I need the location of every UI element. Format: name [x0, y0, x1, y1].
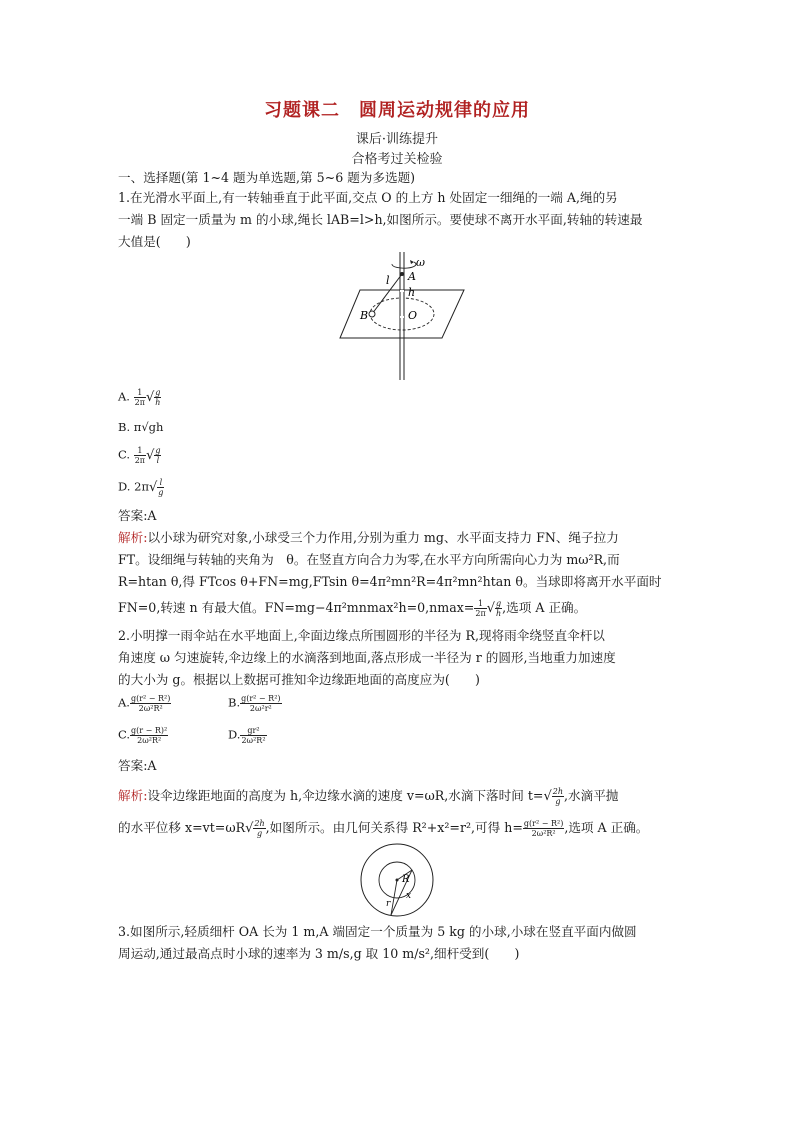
frac-den: 2ω²R²: [241, 736, 266, 745]
q2-option-b-fraction: [240, 694, 281, 713]
q2-analysis-text2b: ,如图所示。由几何关系得 R²+x²=r²,可得 h=: [265, 820, 523, 835]
q1-analysis-line2: FT。设细绳与转轴的夹角为 θ。在竖直方向合力为零,在水平方向所需向心力为 mω²R,而: [118, 552, 620, 567]
q1-analysis-line1: [118, 528, 678, 548]
q1-option-a-root: [154, 388, 161, 407]
q2-stem-line3: 的大小为 g。根据以上数据可推知伞边缘距地面的高度应为( ): [118, 672, 480, 687]
q1-stem-line3: 大值是( ): [118, 234, 191, 249]
subtitle-after-class: 课后·训练提升: [355, 132, 439, 147]
q2-stem-line1: 2.小明撑一雨伞站在水平地面上,伞面边缘点所围圆形的半径为 R,现将雨伞绕竖直伞杆以: [118, 628, 605, 643]
q1-option-a-label: A.: [118, 389, 130, 404]
q2-analysis-text1b: ,水滴平抛: [564, 788, 619, 803]
frac-num: g(r² − R²): [241, 694, 281, 703]
q1-analysis-text1: 以小球为研究对象,小球受三个力作用,分别为重力 mg、水平面支持力 FN、绳子拉力: [147, 530, 619, 545]
q2-stem-line2: 角速度 ω 匀速旋转,伞边缘上的水滴落到地面,落点形成一半径为 r 的圆形,当地重力加速度: [118, 650, 616, 665]
q1-analysis-fraction: [474, 599, 486, 618]
q2-analysis-text1a: 设伞边缘距地面的高度为 h,伞边缘水滴的速度 v=ωR,水滴下落时间 t=: [147, 788, 544, 803]
radical-icon: √: [149, 480, 158, 495]
q2-option-c-label: C.: [118, 727, 131, 742]
frac-num: g(r² − R²): [130, 694, 171, 703]
q1-answer: 答案:A: [118, 508, 157, 523]
q2-option-a: [118, 694, 171, 713]
q1-option-c-fraction: [134, 446, 146, 465]
frac-num: 1: [134, 446, 146, 456]
radical-icon: √: [245, 820, 254, 836]
q1-stem-text: 1.在光滑水平面上,有一转轴垂直于此平面,交点 O 的上方 h 处固定一细绳的一端 A,绳的另: [118, 190, 618, 205]
q2-option-c: [118, 726, 168, 745]
subtitle-qualification: 合格考过关检验: [351, 152, 443, 167]
q2-option-c-fraction: [130, 726, 168, 745]
q1-option-b: B. π√gh: [118, 420, 164, 434]
q1-stem-line1: [118, 188, 678, 208]
section-heading: 一、选择题(第 1~4 题为单选题,第 5~6 题为多选题): [118, 170, 416, 185]
fig2-x-label: x: [406, 891, 412, 901]
frac-den: 2π: [475, 609, 486, 618]
fig1-h-label: h: [408, 286, 416, 299]
q3-stem-line1: 3.如图所示,轻质细杆 OA 长为 1 m,A 端固定一个质量为 5 kg 的小球,小球在竖直平面内做圆: [118, 924, 637, 939]
frac-num: g: [155, 446, 161, 455]
frac-num: 1: [474, 599, 486, 609]
q2-analysis-label: 解析:: [118, 788, 148, 803]
frac-num: 2h: [254, 819, 265, 828]
q2-analysis-time-root: [552, 787, 564, 806]
frac-den: 2ω²r²: [249, 704, 272, 713]
radical-icon: √: [486, 600, 496, 616]
q1-analysis-line4: [118, 598, 678, 619]
q1-rotating-axis-figure: [330, 252, 470, 384]
q1-stem-line2: 一端 B 固定一质量为 m 的小球,绳长 lAB=l>h,如图所示。要使球不离开水平面,转轴的转速最: [118, 212, 643, 227]
q1-analysis-line3: R=htan θ,得 FTcos θ+FN=mg,FTsin θ=4π²mn²R=4π²mn²htan θ。当球即将离开水平面时: [118, 574, 662, 589]
frac-den: 2ω²R²: [138, 704, 163, 713]
frac-den: 2π: [134, 398, 145, 407]
frac-num: g: [155, 388, 161, 397]
fig1-a-label: A: [408, 270, 416, 283]
frac-num: g(r² − R²): [523, 819, 564, 828]
q1-option-d: [118, 478, 164, 497]
fig2-r-small-label: r: [386, 899, 391, 909]
radical-icon: √: [145, 390, 155, 405]
q2-option-d-label: D.: [228, 727, 241, 742]
frac-den: l: [156, 456, 160, 465]
frac-num: g: [496, 599, 502, 608]
fig2-r-big-label: R: [402, 874, 410, 885]
q2-option-b: [228, 694, 282, 713]
page-title: 习题课二 圆周运动规律的应用: [264, 100, 530, 121]
frac-num: g(r − R)²: [131, 726, 168, 735]
frac-num: l: [157, 478, 164, 488]
q1-option-a: [118, 388, 161, 407]
fig1-b-label: B: [360, 309, 369, 322]
q2-analysis-height-fraction: [523, 819, 564, 838]
fig1-l-label: l: [386, 274, 390, 287]
q1-analysis-text4: FN=0,转速 n 有最大值。FN=mg−4π²mnmax²h=0,nmax=: [118, 600, 475, 615]
frac-den: g: [158, 488, 164, 497]
fig1-omega-label: ω: [416, 256, 425, 269]
fig1-o-label: O: [408, 309, 418, 322]
q1-analysis-text4b: ,选项 A 正确。: [502, 600, 587, 615]
q1-option-c: [118, 446, 161, 465]
q2-analysis-text2c: ,选项 A 正确。: [564, 820, 649, 835]
q2-option-a-label: A.: [118, 695, 130, 710]
q2-analysis-line2: [118, 818, 678, 839]
frac-den: h: [496, 609, 502, 618]
q2-analysis-line1: [118, 786, 678, 807]
frac-den: 2ω²R²: [137, 736, 162, 745]
q2-option-d: [228, 726, 267, 745]
radical-icon: √: [543, 788, 552, 804]
frac-den: 2ω²R²: [531, 829, 556, 838]
frac-den: g: [256, 829, 263, 838]
frac-den: g: [555, 797, 561, 806]
q2-answer: 答案:A: [118, 758, 157, 773]
q1-option-c-root: [154, 446, 161, 465]
q1-option-a-fraction: [134, 388, 146, 407]
frac-num: 1: [134, 388, 146, 398]
frac-num: gr²: [240, 726, 266, 736]
q2-option-d-fraction: [240, 726, 266, 745]
q1-option-d-root: [157, 478, 164, 497]
q2-analysis-disp-root: [253, 819, 265, 838]
frac-num: 2h: [552, 787, 563, 796]
q2-analysis-text2a: 的水平位移 x=vt=ωR: [118, 820, 246, 835]
q2-option-b-label: B.: [228, 695, 241, 710]
frac-den: 2π: [134, 456, 146, 465]
q1-analysis-label: 解析:: [118, 530, 148, 545]
radical-icon: √: [146, 448, 155, 463]
q3-stem-line2: 周运动,通过最高点时小球的速率为 3 m/s,g 取 10 m/s²,细杆受到( ): [118, 946, 520, 961]
q1-option-d-label: D. 2π: [118, 479, 149, 494]
q2-umbrella-drop-figure: [358, 842, 436, 918]
q1-option-c-label: C.: [118, 447, 131, 462]
q2-option-a-fraction: [130, 694, 171, 713]
frac-den: h: [155, 398, 161, 407]
